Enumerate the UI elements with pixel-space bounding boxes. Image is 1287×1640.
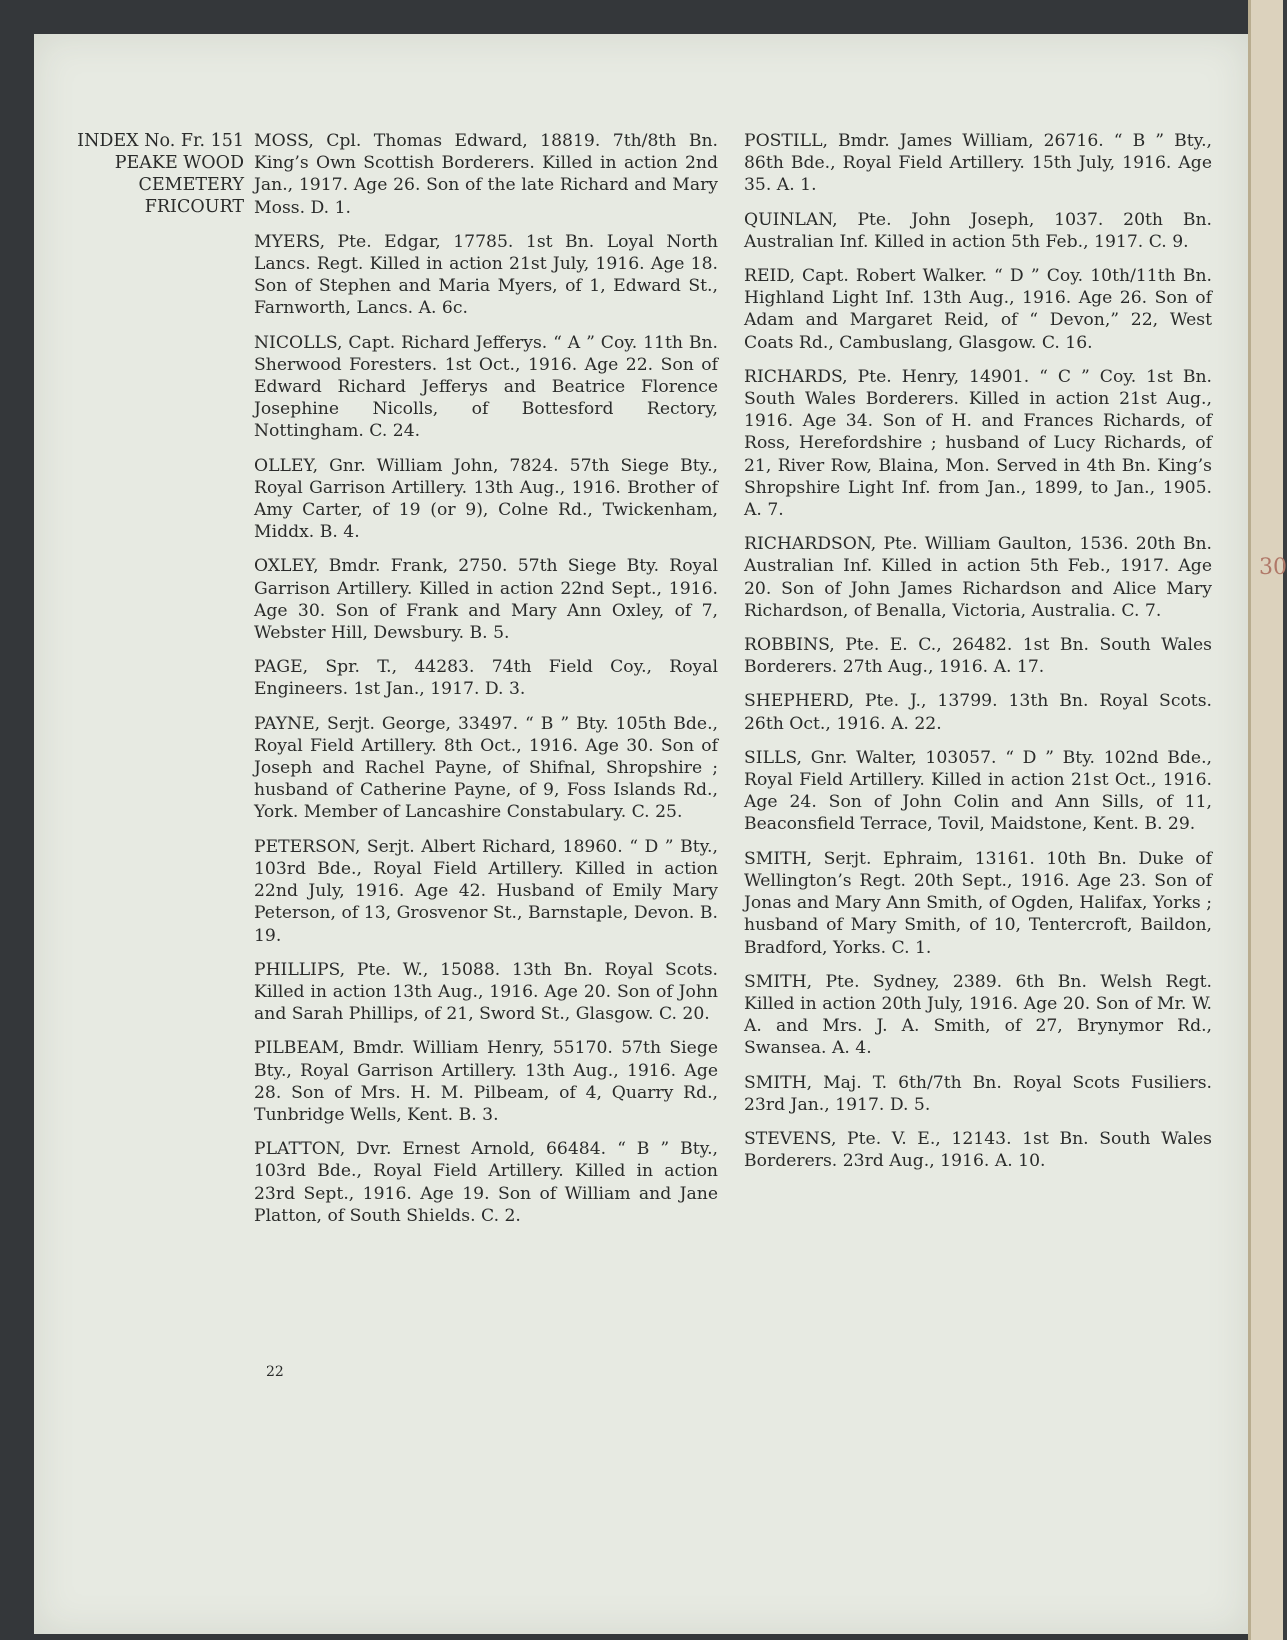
entry-smith-t: SMITH, Maj. T. 6th/7th Bn. Royal Scots Fusiliers. 23rd Jan., 1917. D. 5.: [744, 1072, 1212, 1115]
entry-reid: REID, Capt. Robert Walker. “ D ” Coy. 10th/11th Bn. Highland Light Inf. 13th Aug., 1916. Age 26. Son of Adam and Margaret Reid, of “ Devon,” 22, West Coats Rd., Cambuslang, Glasgow. C. 16.: [744, 266, 1212, 353]
entry-robbins: ROBBINS, Pte. E. C., 26482. 1st Bn. South Wales Borderers. 27th Aug., 1916. A. 17.: [744, 635, 1212, 678]
entry-platton: PLATTON, Dvr. Ernest Arnold, 66484. “ B ” Bty., 103rd Bde., Royal Field Artillery. Killed in action 23rd Sept., 1916. Age 19. Son of William and Jane Platton, of South Shields. C. 2.: [254, 1139, 718, 1226]
entry-stevens: STEVENS, Pte. V. E., 12143. 1st Bn. South Wales Borderers. 23rd Aug., 1916. A. 10.: [744, 1128, 1212, 1172]
entry-richardson: RICHARDSON, Pte. William Gaulton, 1536. 20th Bn. Australian Inf. Killed in action 5th Feb., 1917. Age 20. Son of John James Richardson and Alice Mary Richardson, of Benalla, Victoria, Australia. C. 7.: [744, 534, 1212, 621]
entry-richards: RICHARDS, Pte. Henry, 14901. “ C ” Coy. 1st Bn. South Wales Borderers. Killed in action 21st Aug., 1916. Age 34. Son of H. and Frances Richards, of Ross, Herefordshire ; husband of Lucy Richards, of 21, River Row, Blaina, Mon. Served in 4th Bn. King’s Shropshire Light Inf. from Jan., 1899, to Jan., 1905. A. 7.: [744, 366, 1212, 521]
entry-moss: MOSS, Cpl. Thomas Edward, 18819. 7th/8th Bn. King’s Own Scottish Borderers. Killed in action 2nd Jan., 1917. Age 26. Son of the late Richard and Mary Moss. D. 1.: [254, 131, 718, 218]
entry-phillips: PHILLIPS, Pte. W., 15088. 13th Bn. Royal Scots. Killed in action 13th Aug., 1916. Age 20. Son of John and Sarah Phillips, of 21, Sword St., Glasgow. C. 20.: [254, 959, 718, 1025]
index-number: INDEX No. Fr. 151: [77, 131, 244, 151]
cemetery-name-2: CEMETERY: [138, 175, 244, 195]
entry-payne: PAYNE, Serjt. George, 33497. “ B ” Bty. 105th Bde., Royal Field Artillery. 8th Oct., 1916. Age 30. Son of Joseph and Rachel Payne, of Shifnal, Shropshire ; husband of Catherine Payne, of 9, Foss Islands Rd., York. Member of Lancashire Constabulary. C. 25.: [254, 713, 718, 823]
adjacent-page-edge: [1248, 0, 1287, 1640]
entry-sills: SILLS, Gnr. Walter, 103057. “ D ” Bty. 102nd Bde., Royal Field Artillery. Killed in action 21st Oct., 1916. Age 24. Son of John Colin and Ann Sills, of 11, Beaconsfield Terrace, Tovil, Maidstone, Kent. B. 29.: [744, 747, 1212, 835]
entry-smith-sydney: SMITH, Pte. Sydney, 2389. 6th Bn. Welsh Regt. Killed in action 20th July, 1916. Age 20. Son of Mr. W. A. and Mrs. J. A. Smith, of 27, Brynymor Rd., Swansea. A. 4.: [744, 971, 1212, 1059]
entry-peterson: PETERSON, Serjt. Albert Richard, 18960. “ D ” Bty., 103rd Bde., Royal Field Artillery. Killed in action 22nd July, 1916. Age 42. Husband of Emily Mary Peterson, of 13, Grosvenor St., Barnstaple, Devon. B. 19.: [254, 836, 718, 946]
page-number: 22: [266, 1364, 284, 1380]
entry-postill: POSTILL, Bmdr. James William, 26716. “ B ” Bty., 86th Bde., Royal Field Artillery. 15th July, 1916. Age 35. A. 1.: [744, 131, 1212, 196]
entry-quinlan: QUINLAN, Pte. John Joseph, 1037. 20th Bn. Australian Inf. Killed in action 5th Feb., 1917. C. 9.: [744, 209, 1212, 252]
entry-nicolls: NICOLLS, Capt. Richard Jefferys. “ A ” Coy. 11th Bn. Sherwood Foresters. 1st Oct., 1916. Age 22. Son of Edward Richard Jefferys and Beatrice Florence Josephine Nicolls, of Bottesford Rectory, Nottingham. C. 24.: [254, 332, 718, 442]
entry-shepherd: SHEPHERD, Pte. J., 13799. 13th Bn. Royal Scots. 26th Oct., 1916. A. 22.: [744, 691, 1212, 734]
entry-olley: OLLEY, Gnr. William John, 7824. 57th Siege Bty., Royal Garrison Artillery. 13th Aug., 1916. Brother of Amy Carter, of 19 (or 9), Colne Rd., Twickenham, Middx. B. 4.: [254, 455, 718, 543]
entry-pilbeam: PILBEAM, Bmdr. William Henry, 55170. 57th Siege Bty., Royal Garrison Artillery. 13th Aug., 1916. Age 28. Son of Mrs. H. M. Pilbeam, of 4, Quarry Rd., Tunbridge Wells, Kent. B. 3.: [254, 1038, 718, 1125]
entry-myers: MYERS, Pte. Edgar, 17785. 1st Bn. Loyal North Lancs. Regt. Killed in action 21st July, 1916. Age 18. Son of Stephen and Maria Myers, of 1, Edward St., Farnworth, Lancs. A. 6c.: [254, 231, 718, 319]
cemetery-name-1: PEAKE WOOD: [114, 153, 244, 173]
right-column: [744, 130, 1212, 1184]
entry-oxley: OXLEY, Bmdr. Frank, 2750. 57th Siege Bty. Royal Garrison Artillery. Killed in action 22nd Sept., 1916. Age 30. Son of Frank and Mary Ann Oxley, of 7, Webster Hill, Dewsbury. B. 5.: [254, 556, 718, 644]
cemetery-location: FRICOURT: [144, 197, 244, 217]
entry-page: PAGE, Spr. T., 44283. 74th Field Coy., Royal Engineers. 1st Jan., 1917. D. 3.: [254, 657, 718, 700]
left-column: [254, 130, 718, 1239]
entry-smith-ephraim: SMITH, Serjt. Ephraim, 13161. 10th Bn. Duke of Wellington’s Regt. 20th Sept., 1916. Age 23. Son of Jonas and Mary Ann Smith, of Ogden, Halifax, Yorks ; husband of Mary Smith, of 10, Tentercroft, Baildon, Bradford, Yorks. C. 1.: [744, 848, 1212, 958]
margin-note: 30: [1259, 555, 1287, 580]
index-label: [40, 130, 244, 218]
